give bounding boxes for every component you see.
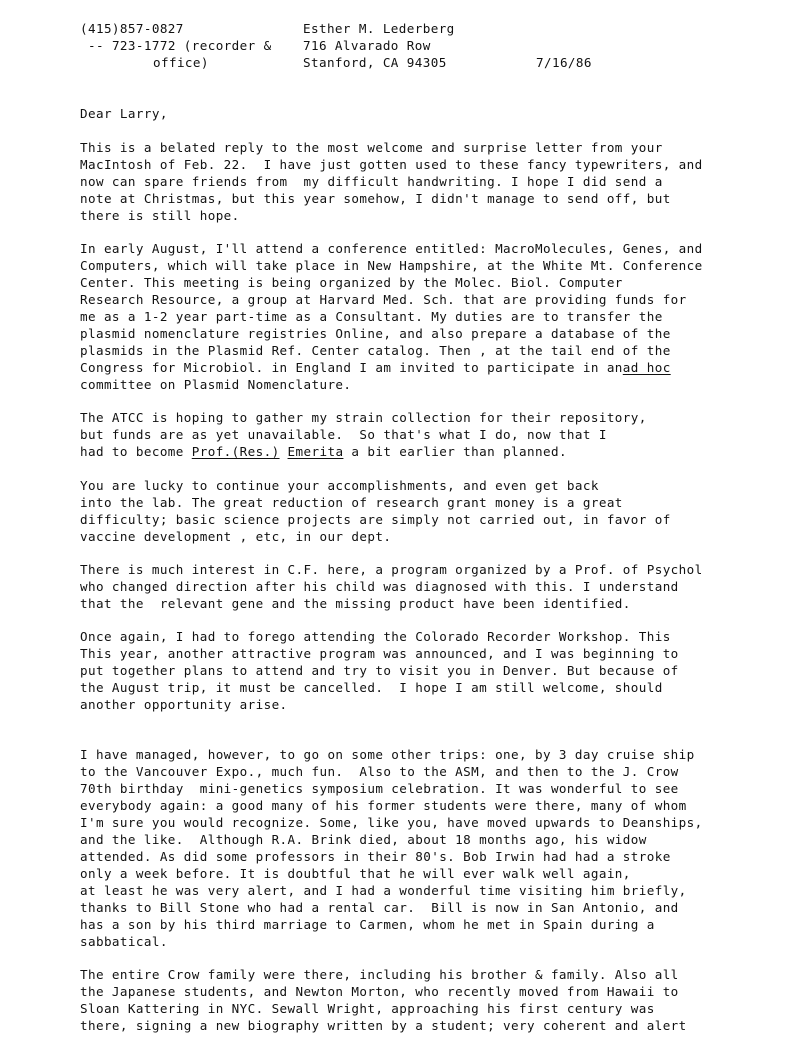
paragraph-2-line: plasmids in the Plasmid Ref. Center catalog. Then , at the tail end of the: [80, 343, 671, 358]
paragraph-7-line: I have managed, however, to go on some other trips: one, by 3 day cruise ship: [80, 747, 695, 762]
paragraph-6-line: Once again, I had to forego attending the Colorado Recorder Workshop. This: [80, 629, 671, 644]
paragraph-2-line: plasmid nomenclature registries Online, and also prepare a database of the: [80, 326, 671, 341]
paragraph-5-line: that the relevant gene and the missing product have been identified.: [80, 596, 631, 611]
paragraph-1-line: now can spare friends from my difficult handwriting. I hope I did send a: [80, 174, 663, 189]
paragraph-6-line: the August trip, it must be cancelled. I hope I am still welcome, should: [80, 680, 663, 695]
paragraph-8-line: there, signing a new biography written by a student; very coherent and alert: [80, 1018, 687, 1033]
sender-street: 716 Alvarado Row: [303, 38, 431, 53]
emerita-underlined: Emerita: [287, 444, 344, 459]
paragraph-7-line: thanks to Bill Stone who had a rental car. Bill is now in San Antonio, and: [80, 900, 679, 915]
paragraph-2-line: Research Resource, a group at Harvard Med. Sch. that are providing funds for: [80, 292, 687, 307]
phone-second-cont: office): [153, 55, 209, 70]
paragraph-2-line: In early August, I'll attend a conference entitled: MacroMolecules, Genes, and: [80, 241, 703, 256]
paragraph-1-line: there is still hope.: [80, 208, 240, 223]
paragraph-2-line: committee on Plasmid Nomenclature.: [80, 377, 352, 392]
paragraph-1-line: note at Christmas, but this year somehow, I didn't manage to send off, but: [80, 191, 671, 206]
paragraph-8-line: the Japanese students, and Newton Morton, who recently moved from Hawaii to: [80, 984, 679, 999]
paragraph-7-line: everybody again: a good many of his former students were there, many of whom: [80, 798, 687, 813]
paragraph-2-line: me as a 1-2 year part-time as a Consultant. My duties are to transfer the: [80, 309, 663, 324]
paragraph-2-line: Computers, which will take place in New Hampshire, at the White Mt. Conference: [80, 258, 703, 273]
paragraph-6-line: This year, another attractive program was announced, and I was beginning to: [80, 646, 679, 661]
paragraph-4-line: difficulty; basic science projects are simply not carried out, in favor of: [80, 512, 671, 527]
paragraph-5-line: who changed direction after his child was diagnosed with this. I understand: [80, 579, 679, 594]
paragraph-7-line: at least he was very alert, and I had a wonderful time visiting him briefly,: [80, 883, 687, 898]
paragraph-3-text-after: a bit earlier than planned.: [343, 444, 567, 459]
paragraph-7-line: 70th birthday mini-genetics symposium celebration. It was wonderful to see: [80, 781, 679, 796]
paragraph-7-line: attended. As did some professors in their 80's. Bob Irwin had had a stroke: [80, 849, 671, 864]
paragraph-6-line: put together plans to attend and try to visit you in Denver. But because of: [80, 663, 679, 678]
paragraph-7-line: sabbatical.: [80, 934, 168, 949]
paragraph-3-line: The ATCC is hoping to gather my strain collection for their repository,: [80, 410, 647, 425]
paragraph-3-line: but funds are as yet unavailable. So that's what I do, now that I: [80, 427, 607, 442]
paragraph-2-line-text: Congress for Microbiol. in England I am invited to participate in an: [80, 360, 623, 375]
ad-hoc-underlined: ad hoc: [622, 360, 671, 375]
paragraph-7-line: and the like. Although R.A. Brink died, about 18 months ago, his widow: [80, 832, 647, 847]
paragraph-4-line: You are lucky to continue your accomplishments, and even get back: [80, 478, 599, 493]
phone-second: -- 723-1772 (recorder &: [88, 38, 272, 53]
paragraph-7-line: I'm sure you would recognize. Some, like you, have moved upwards to Deanships,: [80, 815, 703, 830]
salutation: Dear Larry,: [80, 106, 168, 121]
phone-main: (415)857-0827: [80, 21, 184, 36]
paragraph-8-line: Sloan Kattering in NYC. Sewall Wright, approaching his first century was: [80, 1001, 655, 1016]
paragraph-2-line: Center. This meeting is being organized by the Molec. Biol. Computer: [80, 275, 623, 290]
paragraph-3-text-before: had to become: [80, 444, 192, 459]
paragraph-4-line: into the lab. The great reduction of research grant money is a great: [80, 495, 623, 510]
paragraph-4-line: vaccine development , etc, in our dept.: [80, 529, 392, 544]
paragraph-7-line: has a son by his third marriage to Carmen, whom he met in Spain during a: [80, 917, 655, 932]
paragraph-8-line: The entire Crow family were there, including his brother & family. Also all: [80, 967, 679, 982]
paragraph-3-text-between: [280, 444, 288, 459]
letter-date: 7/16/86: [536, 55, 592, 70]
paragraph-1-line: This is a belated reply to the most welcome and surprise letter from your: [80, 140, 663, 155]
paragraph-7-line: only a week before. It is doubtful that he will ever walk well again,: [80, 866, 631, 881]
paragraph-5-line: There is much interest in C.F. here, a program organized by a Prof. of Psychol: [80, 562, 703, 577]
paragraph-6-line: another opportunity arise.: [80, 697, 288, 712]
sender-city: Stanford, CA 94305: [303, 55, 447, 70]
paragraph-3-line-with-underline: [80, 443, 567, 460]
sender-name: Esther M. Lederberg: [303, 21, 455, 36]
paragraph-7-line: to the Vancouver Expo., much fun. Also to the ASM, and then to the J. Crow: [80, 764, 679, 779]
paragraph-2-line-with-underline: [80, 359, 671, 376]
paragraph-1-line: MacIntosh of Feb. 22. I have just gotten used to these fancy typewriters, and: [80, 157, 703, 172]
prof-res-underlined: Prof.(Res.): [191, 444, 280, 459]
